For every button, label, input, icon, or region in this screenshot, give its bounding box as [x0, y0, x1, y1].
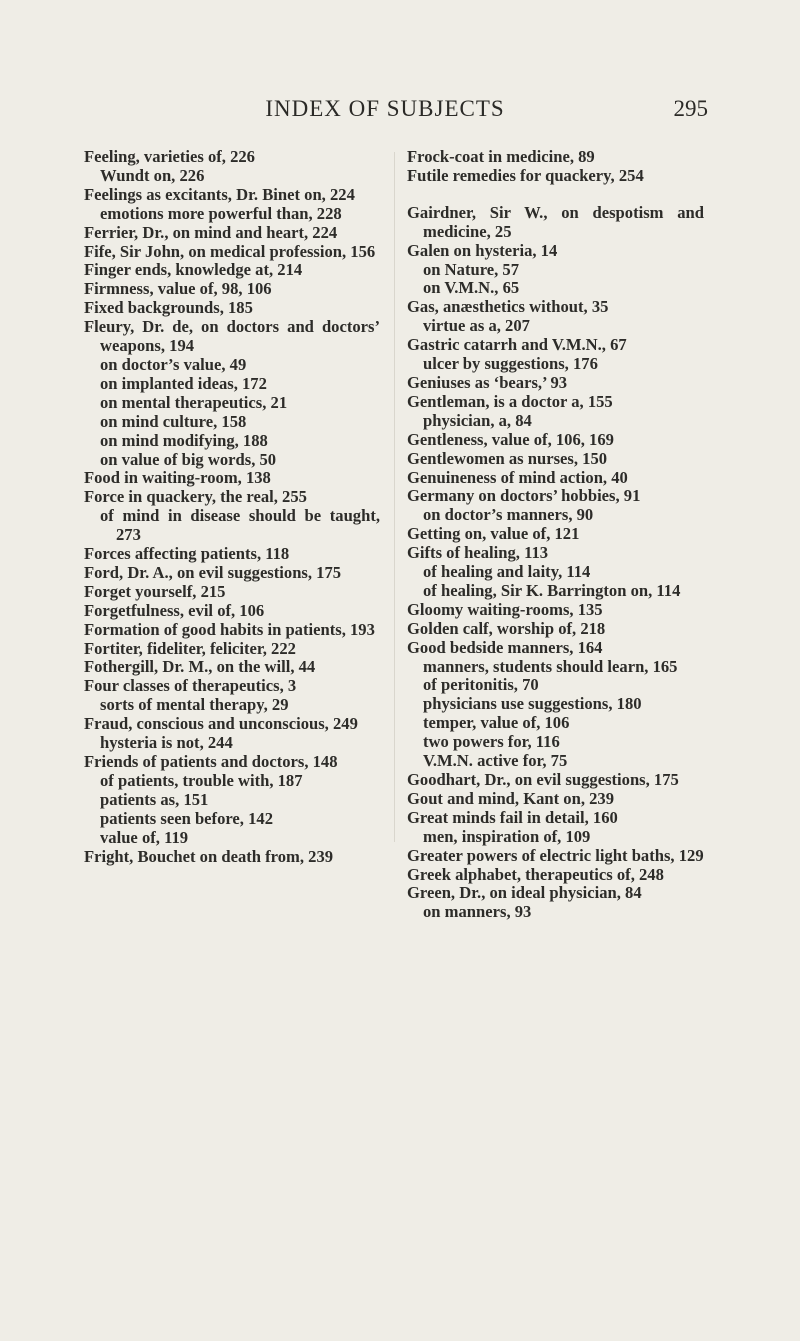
index-entry: Fraud, conscious and unconscious, 249: [84, 714, 358, 734]
index-subentry: emotions more powerful than, 228: [100, 203, 342, 223]
index-entry: Getting on, value of, 121: [407, 524, 580, 544]
index-entry: Frock-coat in medicine, 89: [407, 147, 595, 166]
index-subentry: on mind culture, 158: [100, 411, 247, 431]
index-entry: Ferrier, Dr., on mind and heart, 224: [84, 222, 338, 242]
index-entry: Feelings as excitants, Dr. Binet on, 224: [84, 184, 355, 204]
index-entry: Green, Dr., on ideal physician, 84: [407, 883, 642, 903]
index-subentry: on manners, 93: [423, 902, 532, 922]
index-entry: Forces affecting patients, 118: [84, 544, 290, 564]
index-entry: Fife, Sir John, on medical profession, 156: [84, 241, 376, 261]
index-entry: Four classes of therapeutics, 3: [84, 676, 297, 696]
index-entry: Finger ends, knowledge at, 214: [84, 260, 303, 280]
index-entry: Force in quackery, the real, 255: [84, 487, 307, 507]
index-subentry: ulcer by suggestions, 176: [423, 354, 598, 374]
index-entry: Firmness, value of, 98, 106: [84, 279, 272, 299]
index-subentry: on doctor’s manners, 90: [423, 505, 594, 525]
index-entry: Friends of patients and doctors, 148: [84, 752, 338, 771]
index-subentry: physicians use suggestions, 180: [423, 694, 642, 714]
index-entry: Fortiter, fideliter, feliciter, 222: [84, 638, 296, 658]
index-entry: Goodhart, Dr., on evil suggestions, 175: [407, 770, 679, 789]
index-entry: Greater powers of electric light baths, 129: [407, 845, 704, 865]
index-entry: Geniuses as ‘bears,’ 93: [407, 372, 568, 392]
index-entry: Fleury, Dr. de, on doctors and doctors’ weapons, 194: [84, 317, 380, 356]
index-subentry: of patients, trouble with, 187: [100, 770, 303, 790]
column-divider: [394, 152, 395, 842]
index-entry: Gentlewomen as nurses, 150: [407, 448, 608, 468]
index-entry: Formation of good habits in patients, 193: [84, 619, 375, 639]
index-subentry: Wundt on, 226: [100, 165, 205, 185]
index-entry: Gastric catarrh and V.M.N., 67: [407, 335, 627, 355]
index-entry: Fixed backgrounds, 185: [84, 298, 253, 318]
index-entry: Forgetfulness, evil of, 106: [84, 600, 265, 620]
index-entry: Galen on hysteria, 14: [407, 240, 558, 260]
index-subentry: men, inspiration of, 109: [423, 826, 591, 846]
index-subentry: sorts of mental therapy, 29: [100, 695, 289, 715]
index-entry: Gifts of healing, 113: [407, 543, 549, 563]
index-subentry: on implanted ideas, 172: [100, 373, 267, 393]
index-subentry: two powers for, 116: [423, 732, 560, 752]
index-subentry: on mind modifying, 188: [100, 430, 268, 450]
page-title: INDEX OF SUBJECTS: [265, 96, 505, 121]
index-entry: Forget yourself, 215: [84, 581, 226, 601]
index-subentry: of healing and laity, 114: [423, 562, 591, 582]
index-subentry: on doctor’s value, 49: [100, 354, 247, 374]
index-entry: Great minds fail in detail, 160: [407, 807, 618, 827]
index-subentry: temper, value of, 106: [423, 713, 570, 733]
index-entry: Greek alphabet, therapeutics of, 248: [407, 864, 664, 884]
index-subentry: value of, 119: [100, 827, 189, 847]
index-subentry: of mind in disease should be taught, 273: [100, 506, 380, 545]
index-entry: Gentleman, is a doctor a, 155: [407, 391, 613, 411]
index-column-right: [407, 148, 704, 922]
index-column-left: [84, 148, 380, 866]
index-subentry: manners, students should learn, 165: [423, 656, 678, 676]
index-entry: Germany on doctors’ hobbies, 91: [407, 486, 641, 506]
index-subentry: patients as, 151: [100, 789, 209, 809]
index-subentry: on mental therapeutics, 21: [100, 392, 288, 412]
index-entry: Gairdner, Sir W., on despotism and medicine, 25: [407, 202, 704, 241]
page-number: 295: [673, 96, 708, 121]
index-entry: Genuineness of mind action, 40: [407, 467, 628, 487]
index-subentry: of healing, Sir K. Barrington on, 114: [423, 580, 681, 600]
index-subentry: on value of big words, 50: [100, 449, 277, 469]
index-subentry: patients seen before, 142: [100, 808, 273, 828]
index-entry: Ford, Dr. A., on evil suggestions, 175: [84, 562, 342, 582]
running-header: [62, 96, 708, 126]
index-subentry: physician, a, 84: [423, 410, 532, 430]
index-subentry: on Nature, 57: [423, 259, 520, 279]
index-subentry: V.M.N. active for, 75: [423, 751, 568, 771]
index-entry: Fothergill, Dr. M., on the will, 44: [84, 657, 316, 677]
index-entry: Good bedside manners, 164: [407, 637, 603, 657]
index-entry: Gloomy waiting-rooms, 135: [407, 599, 603, 619]
index-entry: Futile remedies for quackery, 254: [407, 165, 644, 185]
index-entry: Gout and mind, Kant on, 239: [407, 788, 615, 808]
index-entry: Gentleness, value of, 106, 169: [407, 429, 614, 449]
index-entry: Food in waiting-room, 138: [84, 468, 271, 488]
index-entry: Feeling, varieties of, 226: [84, 147, 255, 166]
index-subentry: of peritonitis, 70: [423, 675, 539, 695]
index-subentry: virtue as a, 207: [423, 316, 530, 336]
index-entry: Fright, Bouchet on death from, 239: [84, 846, 334, 866]
index-subentry: hysteria is not, 244: [100, 733, 233, 753]
index-subentry: on V.M.N., 65: [423, 278, 520, 298]
index-entry: Golden calf, worship of, 218: [407, 618, 606, 638]
index-entry: Gas, anæsthetics without, 35: [407, 297, 609, 317]
